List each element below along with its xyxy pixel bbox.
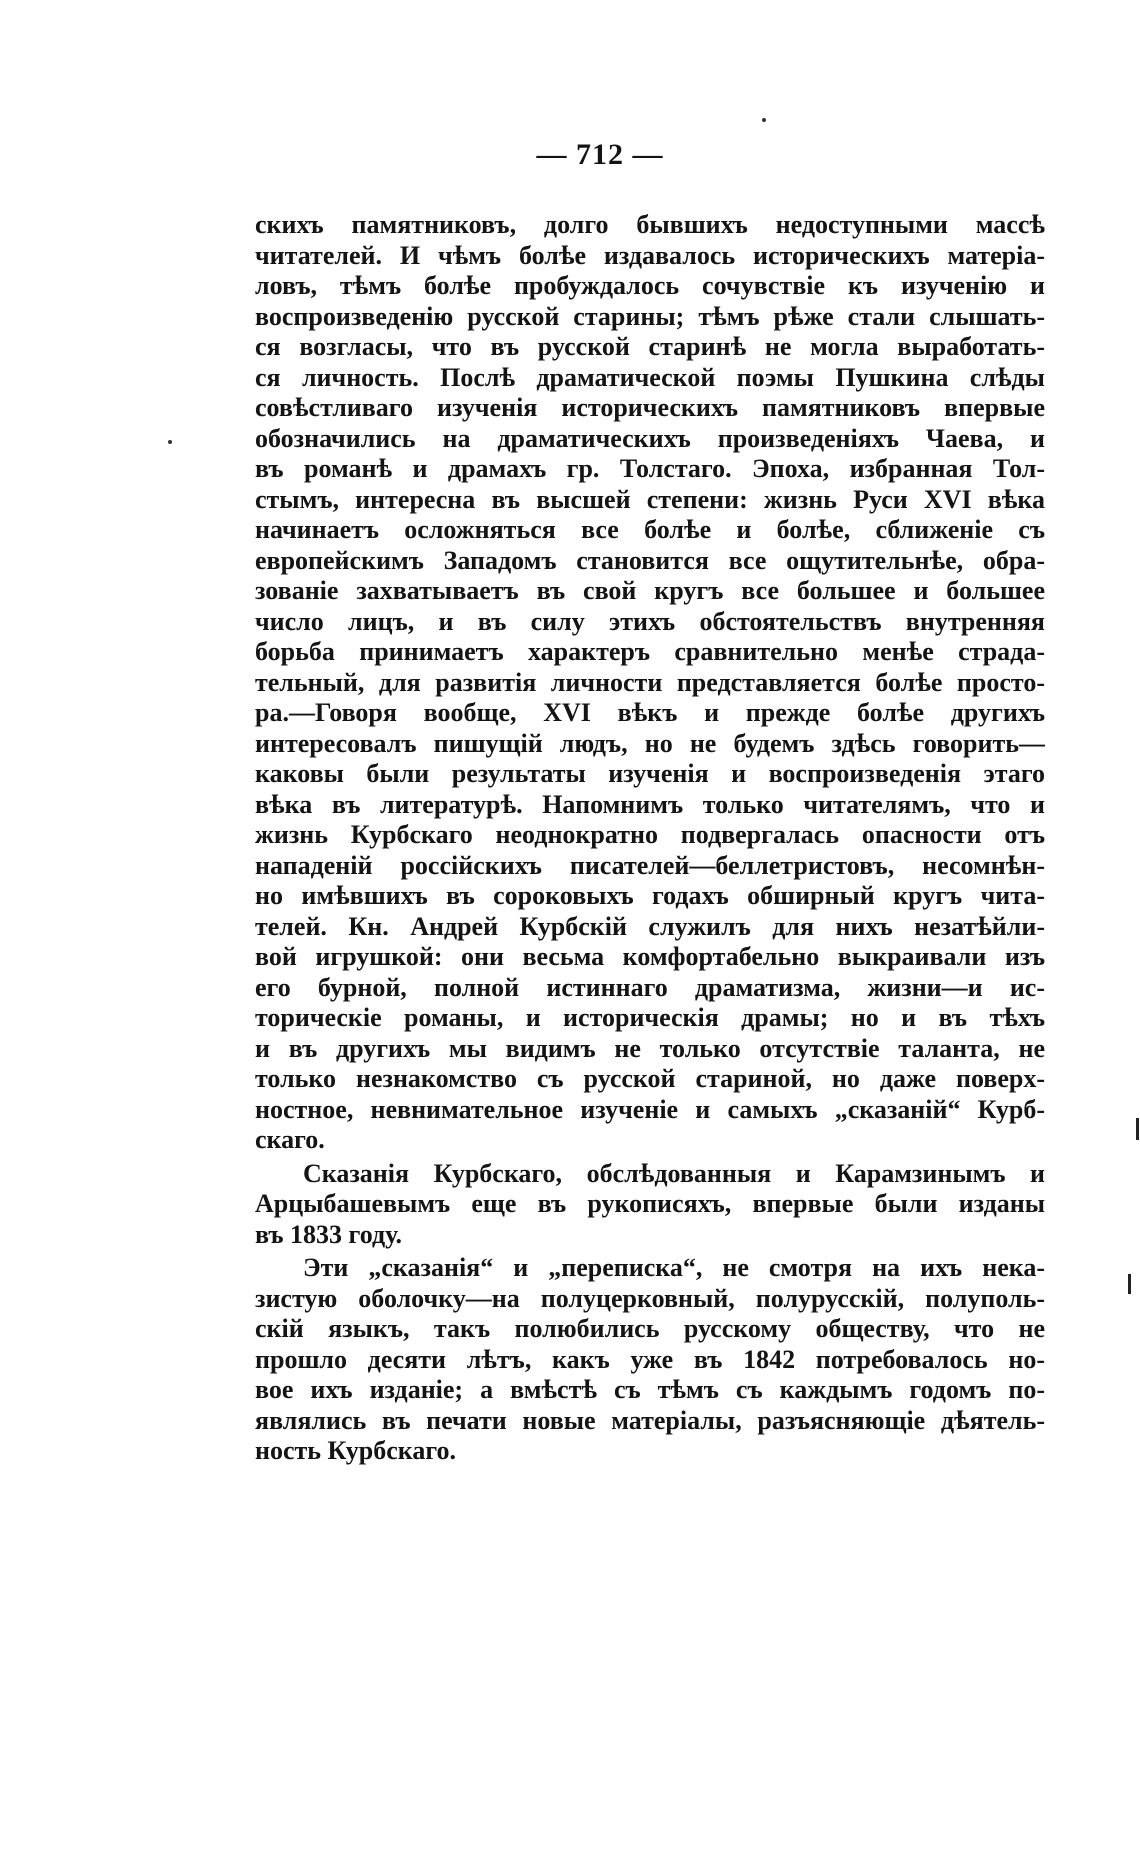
text-line: вой игрушкой: они весьма комфортабельно выкраивали изъ xyxy=(255,942,1045,971)
text-line: въ 1833 году. xyxy=(255,1219,403,1249)
paragraph xyxy=(255,1253,1045,1467)
text-line: совѣстливаго изученія историческихъ памятниковъ впервые xyxy=(255,393,1045,422)
text-line: число лицъ, и въ силу этихъ обстоятельствъ внутренняя xyxy=(255,606,1045,636)
text-line: европейскимъ Западомъ становится все ощутительнѣе, обра- xyxy=(255,545,1045,575)
text-line: но имѣвшихъ въ сороковыхъ годахъ обширный кругъ чита- xyxy=(255,881,1045,910)
text-line: стымъ, интересна въ высшей степени: жизнь Руси XVI вѣка xyxy=(255,484,1045,514)
text-line: ра.—Говоря вообще, XVI вѣкъ и прежде болѣе другихъ xyxy=(255,698,1045,727)
text-line: скаго. xyxy=(255,1125,325,1154)
text-line: ся личность. Послѣ драматической поэмы Пушкина слѣды xyxy=(255,362,1045,392)
text-line: нападеній россійскихъ писателей—беллетристовъ, несомнѣн- xyxy=(255,850,1045,880)
text-line: читателей. И чѣмъ болѣе издавалось историческихъ матеріа- xyxy=(255,240,1045,270)
text-line: и въ другихъ мы видимъ не только отсутствіе таланта, не xyxy=(255,1033,1045,1063)
text-line: жизнь Курбскаго неоднократно подвергалась опасности отъ xyxy=(255,820,1045,849)
text-line: Сказанія Курбскаго, обслѣдованныя и Карамзинымъ и xyxy=(303,1158,1045,1188)
body-text xyxy=(255,210,1045,1467)
text-line: начинаетъ осложняться все болѣе и болѣе, сближеніе съ xyxy=(255,515,1045,544)
text-line: обозначились на драматическихъ произведеніяхъ Чаева, и xyxy=(255,423,1045,453)
margin-speck xyxy=(168,440,172,444)
text-line: каковы были результаты изученія и воспроизведенія этаго xyxy=(255,759,1045,788)
margin-mark xyxy=(1136,1118,1139,1140)
paragraph xyxy=(255,210,1045,1156)
text-line: тельный, для развитія личности представляется болѣе просто- xyxy=(255,667,1045,697)
text-line: вое ихъ изданіе; а вмѣстѣ съ тѣмъ съ каждымъ годомъ по- xyxy=(255,1375,1045,1404)
text-line: только незнакомство съ русской стариной, но даже поверх- xyxy=(255,1064,1045,1093)
text-line: являлись въ печати новые матеріалы, разъясняющіе дѣятель- xyxy=(255,1405,1045,1435)
page-number: — 712 — xyxy=(536,138,664,171)
text-line: его бурной, полной истиннаго драматизма, жизни—и ис- xyxy=(255,972,1045,1002)
text-line: вѣка въ литературѣ. Напомнимъ только читателямъ, что и xyxy=(255,789,1045,819)
text-line: Арцыбашевымъ еще въ рукописяхъ, впервые были изданы xyxy=(255,1189,1045,1218)
text-line: ловъ, тѣмъ болѣе пробуждалось сочувствіе къ изученію и xyxy=(255,271,1045,300)
text-line: воспроизведенію русской старины; тѣмъ рѣже стали слышать- xyxy=(255,301,1045,331)
text-line: борьба принимаетъ характеръ сравнительно менѣе страда- xyxy=(255,637,1045,666)
text-line: Эти „сказанія“ и „переписка“, не смотря на ихъ нека- xyxy=(303,1253,1045,1282)
text-line: въ романѣ и драмахъ гр. Толстаго. Эпоха, избранная Тол- xyxy=(255,454,1045,483)
text-line: торическіе романы, и историческія драмы; но и въ тѣхъ xyxy=(255,1003,1045,1032)
margin-speck xyxy=(762,118,766,122)
text-line: скихъ памятниковъ, долго бывшихъ недоступными массѣ xyxy=(255,210,1045,239)
text-line: ность Курбскаго. xyxy=(255,1436,456,1465)
text-line: прошло десяти лѣтъ, какъ уже въ 1842 потребовалось но- xyxy=(255,1344,1045,1374)
text-line: зистую оболочку—на полуцерковный, полурусскій, полуполь- xyxy=(255,1283,1045,1313)
text-line: скій языкъ, такъ полюбились русскому обществу, что не xyxy=(255,1314,1045,1343)
text-line: ностное, невнимательное изученіе и самыхъ „сказаній“ Курб- xyxy=(255,1094,1045,1124)
text-line: интересовалъ пишущій людъ, но не будемъ здѣсь говорить— xyxy=(255,728,1045,758)
text-line: ся возгласы, что въ русской старинѣ не могла выработать- xyxy=(255,332,1045,361)
paragraph xyxy=(255,1159,1045,1251)
text-line: зованіе захватываетъ въ свой кругъ все большее и большее xyxy=(255,576,1045,605)
margin-mark xyxy=(1128,1274,1131,1294)
text-line: телей. Кн. Андрей Курбскій служилъ для нихъ незатѣйли- xyxy=(255,911,1045,941)
